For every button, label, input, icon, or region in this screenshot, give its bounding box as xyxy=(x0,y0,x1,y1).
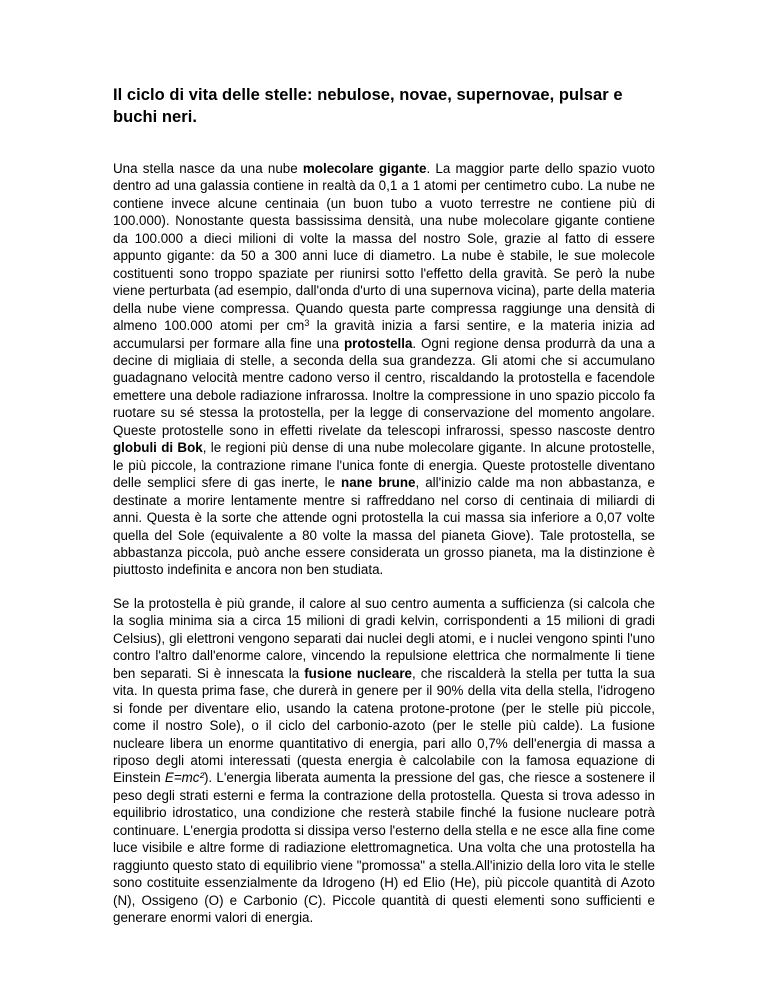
paragraph-star-formation xyxy=(113,160,655,579)
bold-term-protostar: protostella xyxy=(343,335,413,351)
document-title: Il ciclo di vita delle stelle: nebulose, novae, supernovae, pulsar e buchi neri. xyxy=(113,86,623,126)
paragraph-nuclear-fusion xyxy=(113,595,655,927)
text-run: , le regioni più dense di una nube molecolare gigante. In alcune protostelle, le più piccole, la contrazione rimane l'unica fonte di energia. Queste protostelle diventano delle semplici sfere di gas inerte, le xyxy=(113,440,655,491)
text-run: ). L'energia liberata aumenta la pressione del gas, che riesce a sostenere il peso degli strati esterni e ferma la contrazione della protostella. Questa si trova adesso in equilibrio idrostatico, una condizione che resterà stabile finché la fusione nucleare potrà continuare. L'energia prodotta si dissipa verso l'esterno della stella e ne esce alla fine come luce visibile e altre forme di radiazione elettromagnetica. Una volta che una protostella ha raggiunto questo stato di equilibrio viene "promossa" a stella.All'inizio della loro vita le stelle sono costituite essenzialmente da Idrogeno (H) ed Elio (He), più piccole quantità di Azoto (N), Ossigeno (O) e Carbonio (C). Piccole quantità di questi elementi sono sufficienti e generare enormi valori di energia. xyxy=(113,770,656,926)
bold-term-bok-globules: globuli di Bok xyxy=(113,440,203,456)
document-page xyxy=(113,84,655,926)
text-run: Una stella nasce da una nube xyxy=(113,161,303,176)
text-run: la gravità inizia a farsi sentire, e la materia inizia ad accumularsi per formare alla fine una xyxy=(113,318,656,351)
text-run: , che riscalderà la stella per tutta la sua vita. In questa prima fase, che durerà in genere per il 90% della vita della stella, l'idrogeno si fonde per diventare elio, usando la catena protone-protone (per le stelle più piccole, come il nostro Sole), o il ciclo del carbonio-azoto (per le stelle più calde). La fusione nucleare libera un enorme quantitativo di energia, pari allo 0,7% dell'energia di massa a riposo degli atomi interessati (questa energia è calcolabile con la famosa equazione di Einstein xyxy=(113,665,655,786)
superscript: 3 xyxy=(304,317,310,328)
text-run: , all'inizio calde ma non abbastanza, e destinate a morire lentamente mentre si raffreddano nel corso di centinaia di miliardi di anni. Questa è la sorte che attende ogni protostella la cui massa sia inferiore a 0,07 volte quella del Sole (equivalente a 80 volte la massa del pianeta Giove). Tale protostella, se abbastanza piccola, può anche essere considerata un grosso pianeta, ma la distinzione è piuttosto indefinita e ancora non ben studiata. xyxy=(113,475,655,578)
text-run: . La maggior parte dello spazio vuoto dentro ad una galassia contiene in realtà da 0,1 a 1 atomi per centimetro cubo. La nube ne contiene invece alcune centinaia (un buon tubo a vuoto terrestre ne contiene più di 100.000). Nonostante questa bassissima densità, una nube molecolare gigante contiene da 100.000 a dieci milioni di volte la massa del nostro Sole, grazie al fatto di essere appunto gigante: da 50 a 300 anni luce di diametro. La nube è stabile, le sue molecole costituenti sono troppo spaziate per riunirsi sotto l'effetto della gravità. Se però la nube viene perturbata (ad esempio, dall'onda d'urto di una supernova vicina), parte della materia della nube viene compressa. Quando questa parte compressa raggiunge una densità di almeno 100.000 atomi per cm xyxy=(113,161,656,334)
italic-equation: E=mc² xyxy=(164,770,204,786)
text-run: Se la protostella è più grande, il calore al suo centro aumenta a sufficienza (si calcola che la soglia minima sia a circa 15 milioni di gradi kelvin, corrispondenti a 15 milioni di gradi Celsius), gli elettroni vengono separati dai nuclei degli atomi, e i nuclei vengono spinti l'uno contro l'altro dall'enorme calore, vincendo la repulsione elettrica che normalmente li tiene ben separati. Si è innescata la xyxy=(113,595,655,681)
bold-term-nuclear-fusion: fusione nucleare xyxy=(304,665,412,681)
text-run: . Ogni regione densa produrrà da una a decine di migliaia di stelle, a seconda della sua grandezza. Gli atomi che si accumulano guadagnano velocità mentre cadono verso il centro, riscaldando la protostella e facendole emettere una debole radiazione infrarossa. Inoltre la compressione in uno spazio piccolo fa ruotare su sé stessa la protostella, per la legge di conservazione del momento angolare. Queste protostelle sono in effetti rivelate da telescopi infrarossi, spesso nascoste dentro xyxy=(113,335,656,438)
bold-term-brown-dwarfs: nane brune xyxy=(341,475,416,491)
bold-term-molecular-cloud: molecolare gigante xyxy=(302,161,427,176)
